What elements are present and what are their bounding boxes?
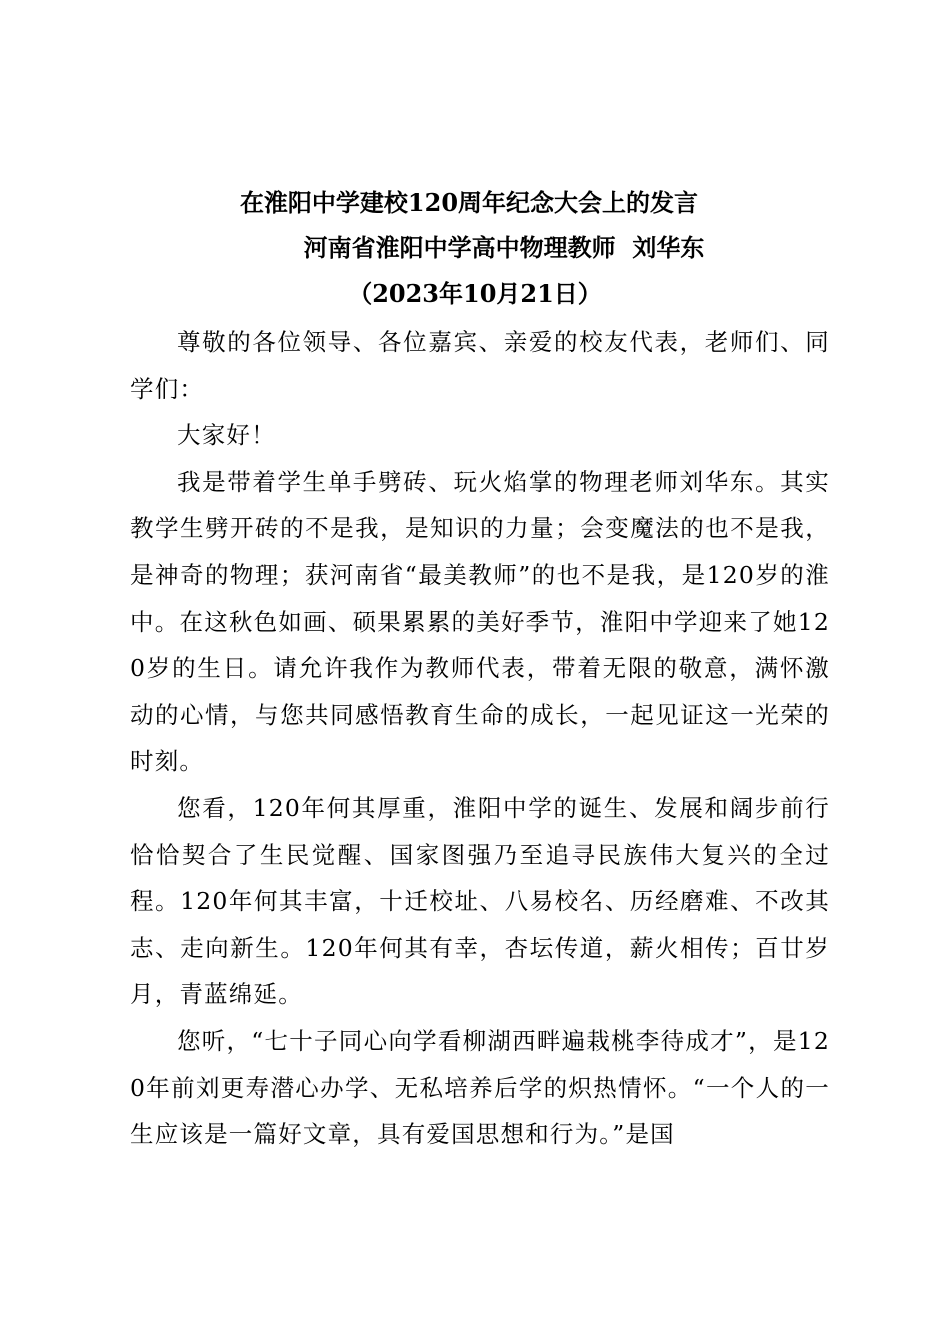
document-subtitle: 河南省淮阳中学高中物理教师 刘华东: [303, 233, 705, 262]
document-body: [130, 319, 830, 1158]
document-title: 在淮阳中学建校120周年纪念大会上的发言: [239, 188, 699, 217]
paragraph-history: 您看，120年何其厚重，淮阳中学的诞生、发展和阔步前行恰恰契合了生民觉醒、国家图强乃至追寻民族伟大复兴的全过程。120年何其丰富，十迁校址、八易校名、历经磨难、不改其志、走向新生。120年何其有幸，杏坛传道，薪火相传；百廿岁月，青蓝绵延。: [130, 793, 830, 1009]
paragraph-listen: 您听，“七十子同心向学看柳湖西畔遍栽桃李待成才”，是120年前刘更寿潜心办学、无私培养后学的炽热情怀。“一个人的一生应该是一篇好文章，具有爱国思想和行为。”是国: [130, 1026, 830, 1149]
paragraph-salutation: 尊敬的各位领导、各位嘉宾、亲爱的校友代表，老师们、同学们：: [130, 328, 830, 403]
paragraph-introduction: 我是带着学生单手劈砖、玩火焰掌的物理老师刘华东。其实教学生劈开砖的不是我，是知识的力量；会变魔法的也不是我，是神奇的物理；获河南省“最美教师”的也不是我，是120岁的淮中。在这秋色如画、硕果累累的美好季节，淮阳中学迎来了她120岁的生日。请允许我作为教师代表，带着无限的敬意，满怀激动的心情，与您共同感悟教育生命的成长，一起见证这一光荣的时刻。: [130, 467, 830, 776]
document-date: （2023年10月21日）: [348, 279, 602, 308]
paragraph-greeting: 大家好！: [177, 421, 276, 450]
